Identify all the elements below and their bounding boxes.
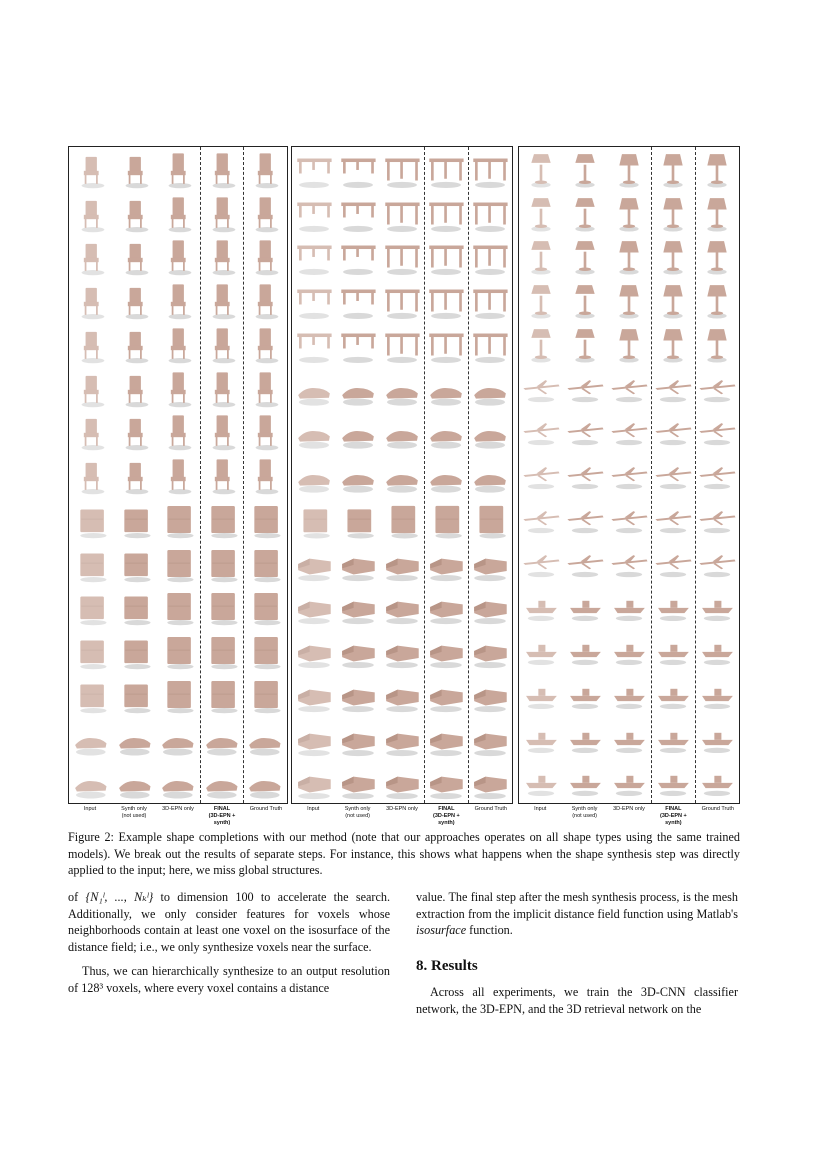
text: value. The final step after the mesh synthesis process, is the mesh extraction from the implicit distance field function using Matlab's	[416, 890, 738, 921]
thumbnail-table	[292, 234, 336, 278]
figure-panel-middle	[291, 146, 513, 804]
figure-caption: Figure 2: Example shape completions with our method (note that our approaches operates on all shape types using the same trained models). We break out the results of separate steps. For instance, this shows what happens when the shape synthesis step was directly applied to the input; here, we miss global structures.	[68, 830, 740, 877]
thumbnail-lamp	[651, 191, 695, 235]
thumbnail-car	[243, 716, 287, 760]
thumbnail-sofa	[468, 716, 512, 760]
label-3depn-only: 3D-EPN only	[162, 806, 194, 812]
thumbnail-boat	[519, 672, 563, 716]
thumbnail-chair	[243, 234, 287, 278]
thumbnail-boat	[519, 716, 563, 760]
label-input: Input	[83, 806, 97, 812]
thumbnail-sofa	[424, 628, 468, 672]
label-synth-only: Synth only (not used)	[344, 806, 371, 819]
label-3depn-only: 3D-EPN only	[386, 806, 418, 812]
thumbnail-boat	[563, 716, 607, 760]
thumbnail-car	[113, 759, 157, 803]
thumbnail-cabinet	[113, 584, 157, 628]
dashed-separator	[424, 147, 425, 803]
text: function.	[466, 923, 513, 937]
thumbnail-plane	[651, 541, 695, 585]
thumbnail-plane	[695, 541, 739, 585]
thumbnail-lamp	[695, 234, 739, 278]
thumbnail-sofa	[380, 716, 424, 760]
thumbnail-cabinet	[292, 497, 336, 541]
thumbnail-chair	[200, 278, 244, 322]
label-final: FINAL (3D-EPN + synth)	[660, 806, 687, 826]
thumbnail-table	[336, 234, 380, 278]
math-inline: 128³	[81, 980, 104, 995]
paragraph: Across all experiments, we train the 3D-CNN classifier network, the 3D-EPN, and the 3D retrieval network on the	[416, 985, 738, 1016]
thumbnail-car	[69, 716, 113, 760]
thumbnail-chair	[200, 453, 244, 497]
thumbnail-cabinet	[69, 672, 113, 716]
thumbnail-cabinet	[243, 497, 287, 541]
thumbnail-lamp	[695, 147, 739, 191]
paragraph	[68, 963, 390, 996]
paragraph	[68, 889, 390, 955]
thumbnail-chair	[156, 366, 200, 410]
label-synth-only: Synth only (not used)	[121, 806, 147, 819]
label-input: Input	[534, 806, 547, 812]
thumbnail-table	[336, 322, 380, 366]
thumbnail-table	[468, 322, 512, 366]
dashed-separator	[200, 147, 201, 803]
thumbnail-table	[468, 278, 512, 322]
thumbnail-table	[336, 147, 380, 191]
thumbnail-boat	[563, 672, 607, 716]
thumbnail-lamp	[563, 322, 607, 366]
thumbnail-car	[292, 409, 336, 453]
italic-text: isosurface	[416, 923, 467, 937]
thumbnail-car	[424, 453, 468, 497]
thumbnail-boat	[519, 628, 563, 672]
figure-panel-right	[518, 146, 740, 804]
thumbnail-plane	[607, 541, 651, 585]
thumbnail-boat	[695, 672, 739, 716]
thumbnail-cabinet	[243, 541, 287, 585]
thumbnail-boat	[651, 759, 695, 803]
thumbnail-car	[468, 366, 512, 410]
thumbnail-lamp	[607, 234, 651, 278]
text: Thus, we can hierarchically synthesize to an output resolution of	[68, 964, 390, 995]
thumbnail-chair	[113, 147, 157, 191]
column-labels-left	[68, 806, 288, 830]
thumbnail-cabinet	[380, 497, 424, 541]
thumbnail-chair	[200, 409, 244, 453]
thumbnail-lamp	[519, 147, 563, 191]
thumbnail-table	[380, 278, 424, 322]
thumbnail-chair	[113, 234, 157, 278]
thumbnail-car	[292, 453, 336, 497]
thumbnail-cabinet	[424, 497, 468, 541]
thumbnail-chair	[113, 278, 157, 322]
thumbnail-car	[156, 716, 200, 760]
thumbnail-plane	[563, 453, 607, 497]
thumbnail-boat	[607, 716, 651, 760]
thumbnail-car	[243, 759, 287, 803]
thumbnail-chair	[156, 322, 200, 366]
thumbnail-lamp	[607, 147, 651, 191]
thumbnail-plane	[607, 409, 651, 453]
thumbnail-sofa	[468, 541, 512, 585]
thumbnail-car	[380, 409, 424, 453]
thumbnail-sofa	[336, 628, 380, 672]
thumbnail-chair	[69, 191, 113, 235]
right-column	[416, 889, 738, 1017]
thumbnail-plane	[563, 409, 607, 453]
dashed-separator	[468, 147, 469, 803]
thumbnail-lamp	[651, 234, 695, 278]
thumbnail-boat	[563, 584, 607, 628]
thumbnail-table	[424, 278, 468, 322]
thumbnail-boat	[519, 759, 563, 803]
thumbnail-car	[113, 716, 157, 760]
figure-panel-left	[68, 146, 288, 804]
thumbnail-sofa	[336, 759, 380, 803]
thumbnail-chair	[113, 453, 157, 497]
label-final: FINAL (3D-EPN + synth)	[433, 806, 460, 826]
label-ground-truth: Ground Truth	[249, 806, 283, 812]
thumbnail-lamp	[651, 322, 695, 366]
thumbnail-chair	[243, 453, 287, 497]
thumbnail-sofa	[424, 716, 468, 760]
thumbnail-sofa	[380, 672, 424, 716]
column-labels-middle	[291, 806, 513, 830]
thumbnail-table	[468, 147, 512, 191]
thumbnail-sofa	[336, 584, 380, 628]
thumbnail-plane	[563, 366, 607, 410]
thumbnail-cabinet	[69, 497, 113, 541]
thumbnail-plane	[651, 366, 695, 410]
thumbnail-plane	[651, 497, 695, 541]
thumbnail-chair	[200, 191, 244, 235]
thumbnail-cabinet	[200, 672, 244, 716]
thumbnail-plane	[519, 497, 563, 541]
paragraph	[416, 889, 738, 939]
thumbnail-lamp	[519, 234, 563, 278]
thumbnail-cabinet	[156, 672, 200, 716]
thumbnail-car	[336, 453, 380, 497]
thumbnail-chair	[156, 453, 200, 497]
thumbnail-lamp	[607, 278, 651, 322]
thumbnail-car	[424, 409, 468, 453]
thumbnail-chair	[156, 278, 200, 322]
thumbnail-car	[336, 409, 380, 453]
thumbnail-boat	[651, 628, 695, 672]
thumbnail-cabinet	[200, 584, 244, 628]
thumbnail-chair	[69, 409, 113, 453]
thumbnail-car	[200, 759, 244, 803]
thumbnail-lamp	[607, 322, 651, 366]
thumbnail-boat	[651, 672, 695, 716]
thumbnail-cabinet	[156, 584, 200, 628]
thumbnail-chair	[200, 147, 244, 191]
thumbnail-cabinet	[243, 584, 287, 628]
thumbnail-lamp	[563, 191, 607, 235]
thumbnail-sofa	[468, 584, 512, 628]
thumbnail-plane	[607, 497, 651, 541]
thumbnail-cabinet	[200, 628, 244, 672]
thumbnail-table	[380, 322, 424, 366]
thumbnail-boat	[695, 716, 739, 760]
thumbnail-boat	[563, 759, 607, 803]
thumbnail-lamp	[563, 147, 607, 191]
thumbnail-boat	[695, 628, 739, 672]
text: to dimension 100 to accelerate the search. Additionally, we only consider features for voxels whose neighborhoods contain at least one voxel on the isosurface of the distance field; i.e., we only synthesize voxels near the surface.	[68, 890, 390, 954]
thumbnail-chair	[243, 278, 287, 322]
thumbnail-lamp	[695, 278, 739, 322]
thumbnail-lamp	[695, 322, 739, 366]
thumbnail-plane	[695, 409, 739, 453]
thumbnail-cabinet	[468, 497, 512, 541]
thumbnail-boat	[563, 628, 607, 672]
thumbnail-chair	[69, 234, 113, 278]
thumbnail-car	[380, 453, 424, 497]
thumbnail-chair	[200, 366, 244, 410]
thumbnail-car	[69, 759, 113, 803]
thumbnail-table	[424, 322, 468, 366]
thumbnail-lamp	[519, 322, 563, 366]
thumbnail-plane	[607, 366, 651, 410]
thumbnail-car	[468, 453, 512, 497]
thumbnail-plane	[695, 366, 739, 410]
text: voxels, where every voxel contains a distance	[103, 980, 330, 995]
thumbnail-plane	[563, 541, 607, 585]
thumbnail-chair	[243, 191, 287, 235]
thumbnail-cabinet	[113, 672, 157, 716]
thumbnail-chair	[156, 191, 200, 235]
label-final: FINAL (3D-EPN + synth)	[208, 806, 236, 826]
thumbnail-boat	[651, 584, 695, 628]
thumbnail-boat	[651, 716, 695, 760]
thumbnail-table	[380, 147, 424, 191]
thumbnail-cabinet	[156, 541, 200, 585]
thumbnail-table	[292, 147, 336, 191]
math-inline: {N₁ˡ, ..., Nₖˡ}	[85, 890, 154, 904]
thumbnail-chair	[243, 322, 287, 366]
thumbnail-cabinet	[336, 497, 380, 541]
thumbnail-chair	[113, 409, 157, 453]
label-ground-truth: Ground Truth	[701, 806, 734, 812]
thumbnail-sofa	[468, 672, 512, 716]
thumbnail-chair	[200, 322, 244, 366]
label-input: Input	[307, 806, 320, 812]
thumbnail-plane	[607, 453, 651, 497]
thumbnail-chair	[243, 147, 287, 191]
thumbnail-boat	[695, 759, 739, 803]
thumbnail-table	[292, 191, 336, 235]
section-heading: 8. Results	[416, 957, 478, 974]
thumbnail-plane	[519, 541, 563, 585]
thumbnail-lamp	[563, 234, 607, 278]
thumbnail-chair	[156, 147, 200, 191]
thumbnail-cabinet	[113, 497, 157, 541]
thumbnail-car	[156, 759, 200, 803]
thumbnail-sofa	[292, 628, 336, 672]
thumbnail-chair	[243, 366, 287, 410]
thumbnail-table	[424, 147, 468, 191]
thumbnail-sofa	[336, 716, 380, 760]
thumbnail-car	[336, 366, 380, 410]
thumbnail-boat	[519, 584, 563, 628]
thumbnail-chair	[69, 147, 113, 191]
thumbnail-boat	[607, 672, 651, 716]
thumbnail-sofa	[380, 628, 424, 672]
left-column	[68, 889, 390, 996]
text: of	[68, 890, 86, 904]
thumbnail-plane	[519, 366, 563, 410]
thumbnail-boat	[607, 628, 651, 672]
thumbnail-sofa	[424, 584, 468, 628]
thumbnail-chair	[69, 322, 113, 366]
thumbnail-sofa	[336, 672, 380, 716]
thumbnail-car	[424, 366, 468, 410]
thumbnail-sofa	[424, 672, 468, 716]
thumbnail-plane	[563, 497, 607, 541]
thumbnail-boat	[695, 584, 739, 628]
thumbnail-plane	[651, 409, 695, 453]
thumbnail-chair	[113, 191, 157, 235]
thumbnail-boat	[607, 584, 651, 628]
thumbnail-cabinet	[69, 541, 113, 585]
thumbnail-cabinet	[113, 628, 157, 672]
thumbnail-sofa	[336, 541, 380, 585]
thumbnail-chair	[156, 234, 200, 278]
thumbnail-plane	[519, 409, 563, 453]
thumbnail-sofa	[468, 759, 512, 803]
thumbnail-sofa	[424, 541, 468, 585]
thumbnail-table	[468, 234, 512, 278]
thumbnail-cabinet	[156, 497, 200, 541]
figure-2	[68, 146, 740, 826]
label-ground-truth: Ground Truth	[474, 806, 507, 812]
thumbnail-car	[468, 409, 512, 453]
thumbnail-chair	[69, 278, 113, 322]
thumbnail-sofa	[292, 716, 336, 760]
thumbnail-plane	[519, 453, 563, 497]
thumbnail-table	[292, 278, 336, 322]
thumbnail-cabinet	[243, 628, 287, 672]
thumbnail-table	[380, 234, 424, 278]
thumbnail-chair	[113, 322, 157, 366]
thumbnail-table	[424, 191, 468, 235]
thumbnail-cabinet	[113, 541, 157, 585]
thumbnail-lamp	[651, 147, 695, 191]
thumbnail-plane	[651, 453, 695, 497]
dashed-separator	[651, 147, 652, 803]
thumbnail-plane	[695, 453, 739, 497]
thumbnail-cabinet	[156, 628, 200, 672]
thumbnail-lamp	[695, 191, 739, 235]
thumbnail-sofa	[380, 541, 424, 585]
thumbnail-car	[380, 366, 424, 410]
thumbnail-chair	[243, 409, 287, 453]
thumbnail-cabinet	[200, 497, 244, 541]
thumbnail-sofa	[424, 759, 468, 803]
thumbnail-table	[424, 234, 468, 278]
thumbnail-cabinet	[69, 584, 113, 628]
column-labels-right	[518, 806, 740, 830]
thumbnail-lamp	[563, 278, 607, 322]
thumbnail-lamp	[519, 191, 563, 235]
thumbnail-car	[292, 366, 336, 410]
thumbnail-table	[292, 322, 336, 366]
thumbnail-chair	[69, 366, 113, 410]
thumbnail-sofa	[380, 584, 424, 628]
thumbnail-sofa	[292, 541, 336, 585]
thumbnail-chair	[69, 453, 113, 497]
thumbnail-table	[468, 191, 512, 235]
label-synth-only: Synth only (not used)	[571, 806, 598, 819]
label-3depn-only: 3D-EPN only	[613, 806, 645, 812]
thumbnail-lamp	[519, 278, 563, 322]
thumbnail-plane	[695, 497, 739, 541]
thumbnail-cabinet	[69, 628, 113, 672]
thumbnail-cabinet	[243, 672, 287, 716]
thumbnail-sofa	[380, 759, 424, 803]
thumbnail-sofa	[292, 584, 336, 628]
thumbnail-chair	[156, 409, 200, 453]
thumbnail-cabinet	[200, 541, 244, 585]
thumbnail-sofa	[292, 759, 336, 803]
thumbnail-table	[380, 191, 424, 235]
thumbnail-lamp	[607, 191, 651, 235]
thumbnail-car	[200, 716, 244, 760]
dashed-separator	[243, 147, 244, 803]
thumbnail-lamp	[651, 278, 695, 322]
thumbnail-sofa	[292, 672, 336, 716]
thumbnail-chair	[113, 366, 157, 410]
thumbnail-table	[336, 191, 380, 235]
thumbnail-sofa	[468, 628, 512, 672]
thumbnail-boat	[607, 759, 651, 803]
dashed-separator	[695, 147, 696, 803]
thumbnail-chair	[200, 234, 244, 278]
thumbnail-table	[336, 278, 380, 322]
